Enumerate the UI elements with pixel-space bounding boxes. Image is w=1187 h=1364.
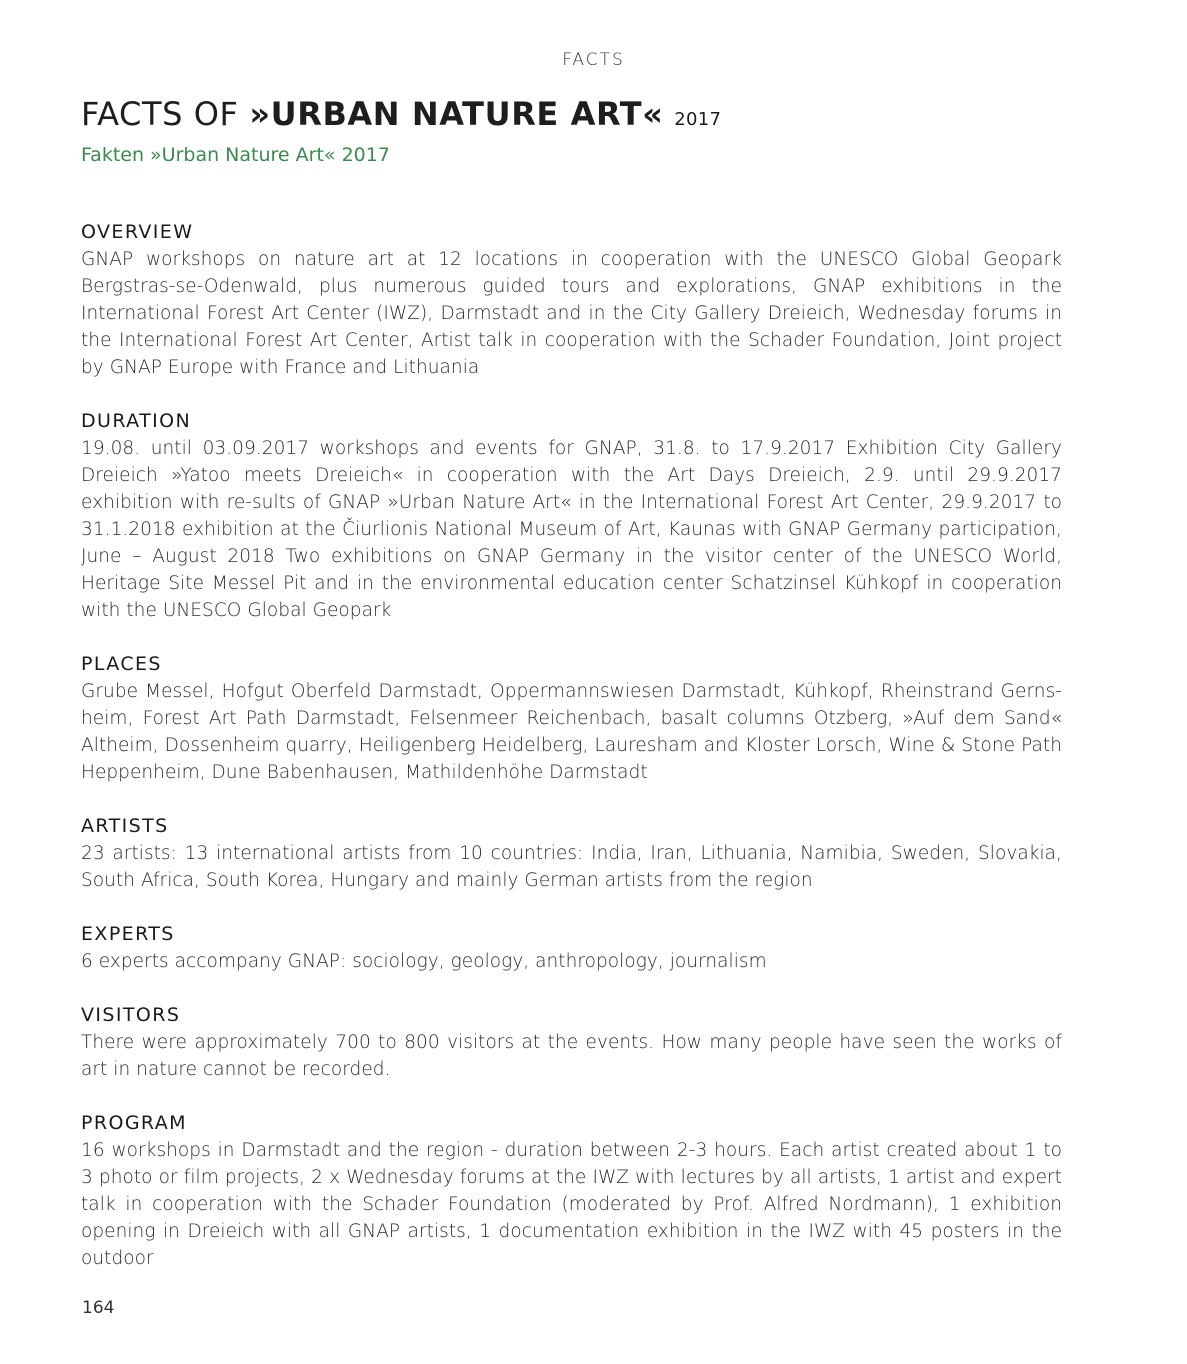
section-heading: VISITORS [81,1004,181,1026]
section-program [81,1110,1062,1272]
section-artists [81,813,1062,894]
section-text: 19.08. until 03.09.2017 workshops and events for GNAP, 31.8. to 17.9.2017 Exhibition City Gallery Dreieich »Yatoo meets Dreieich« in cooperation with the Art Days Dreieich, 2.9. until 29.9.2017 exhibition with re-sults of GNAP »Urban Nature Art« in the International Forest Art Center, 29.9.2017 to 31.1.2018 exhibition at the Čiurlionis National Museum of Art, Kaunas with GNAP Germany participation, June – August 2018 Two exhibitions on GNAP Germany in the visitor center of the UNESCO World, Heritage Site Messel Pit and in the environmental education center Schatzinsel Kühkopf in cooperation with the UNESCO Global Geopark [81,438,1062,621]
section-heading: ARTISTS [81,815,169,837]
section-text: Grube Messel, Hofgut Oberfeld Darmstadt, Oppermannswiesen Darmstadt, Kühkopf, Rheinstrand Gerns-heim, Forest Art Path Darmstadt, Felsenmeer Reichenbach, basalt columns Otzberg, »Auf dem Sand« Altheim, Dossenheim quarry, Heiligenberg Heidelberg, Lauresham and Kloster Lorsch, Wine & Stone Path Heppenheim, Dune Babenhausen, Mathildenhöhe Darmstadt [81,681,1062,783]
section-experts [81,921,1062,975]
title-year: 2017 [674,109,722,130]
section-heading: DURATION [81,410,192,432]
section-heading: PLACES [81,653,162,675]
page-title [81,94,1062,140]
section-places [81,651,1062,786]
section-overview [81,219,1062,381]
section-text: GNAP workshops on nature art at 12 locations in cooperation with the UNESCO Global Geopark Bergstras-se-Odenwald, plus numerous guided tours and explorations, GNAP exhibitions in the International Forest Art Center (IWZ), Darmstadt and in the City Gallery Dreieich, Wednesday forums in the International Forest Art Center, Artist talk in cooperation with the Schader Foundation, Joint project by GNAP Europe with France and Lithuania [81,249,1062,378]
facts-content [81,219,1062,1299]
section-heading: PROGRAM [81,1112,187,1134]
page-subtitle: Fakten »Urban Nature Art« 2017 [81,144,390,166]
title-emphasis: »URBAN NATURE ART« [249,95,664,133]
section-text: 6 experts accompany GNAP: sociology, geology, anthropology, journalism [81,951,767,972]
section-heading: OVERVIEW [81,221,194,243]
section-text: There were approximately 700 to 800 visitors at the events. How many people have seen the works of art in nature cannot be recorded. [81,1032,1062,1080]
section-text: 16 workshops in Darmstadt and the region - duration between 2-3 hours. Each artist created about 1 to 3 photo or film projects, 2 x Wednesday forums at the IWZ with lectures by all artists, 1 artist and expert talk in cooperation with the Schader Foundation (moderated by Prof. Alfred Nordmann), 1 exhibition opening in Dreieich with all GNAP artists, 1 documentation exhibition in the IWZ with 45 posters in the outdoor [81,1140,1062,1269]
title-prefix: FACTS OF [81,95,250,133]
running-head: FACTS [562,50,625,70]
section-visitors [81,1002,1062,1083]
title-block [81,94,1062,168]
section-text: 23 artists: 13 international artists from 10 countries: India, Iran, Lithuania, Namibia, Sweden, Slovakia, South Africa, South Korea, Hungary and mainly German artists from the region [81,843,1062,891]
page-number: 164 [82,1298,115,1318]
section-heading: EXPERTS [81,923,175,945]
section-duration [81,408,1062,624]
